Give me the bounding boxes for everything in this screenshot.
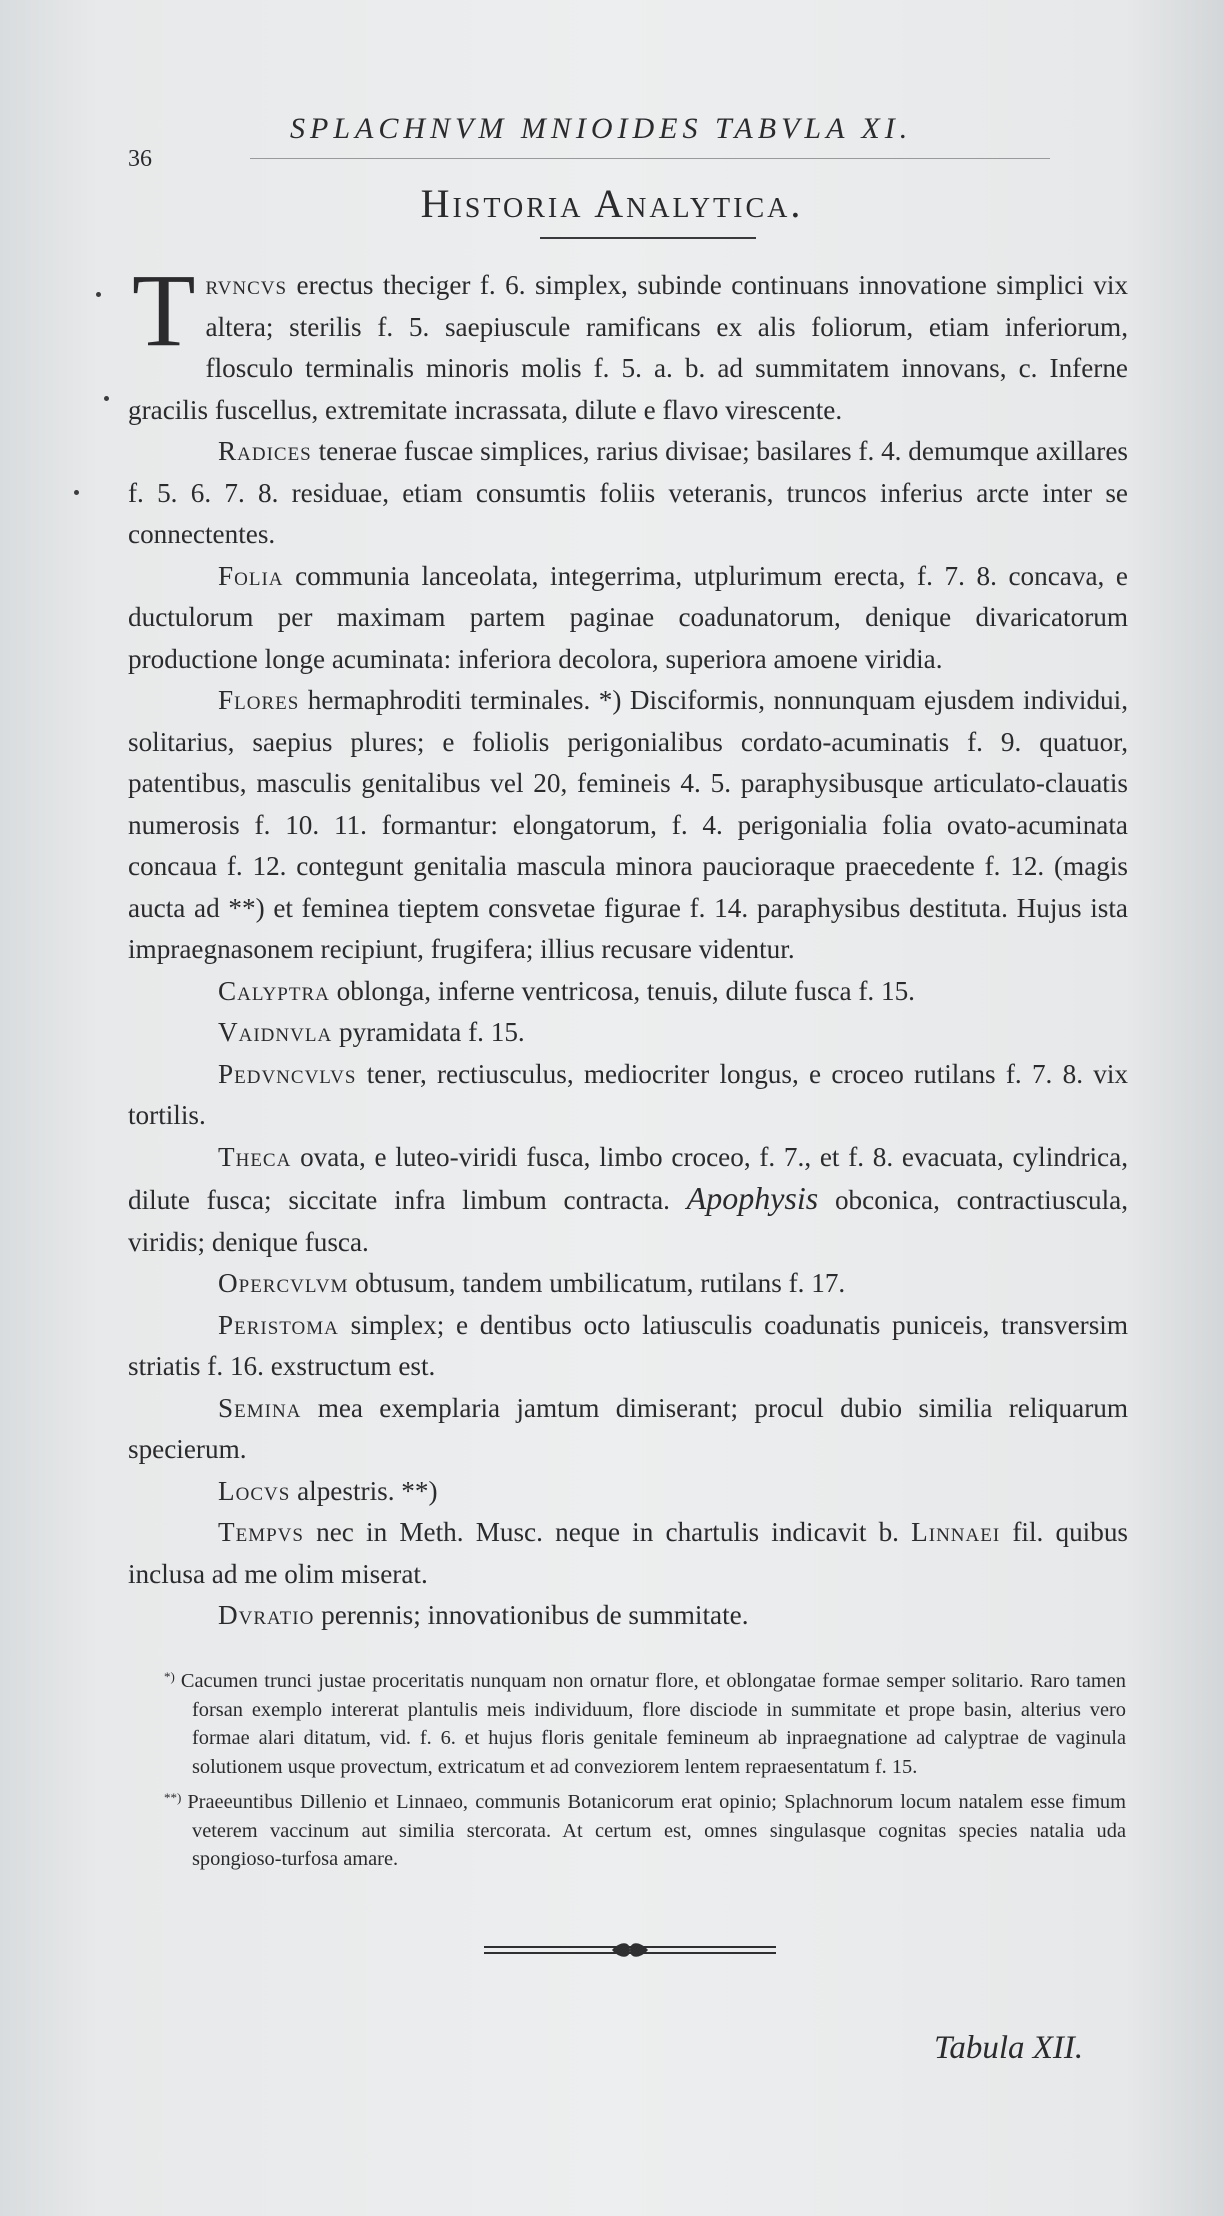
drop-cap: T <box>132 253 196 368</box>
text-radices: tenerae fuscae simplices, rarius divisae; basilares f. 4. demumque axillares f. 5. 6. 7. 8. residuae, etiam consumtis foliis veteranis, truncos inferius arcte inter se connectentes. <box>128 436 1128 549</box>
paragraph-tempus <box>128 1512 1128 1595</box>
paragraph-theca <box>128 1137 1128 1264</box>
footnote-text: Praeeuntibus Dillenio et Linnaeo, communis Botanicorum erat opinio; Splachnorum locum natalem esse fimum veterem vaccinum aut similia stercorata. At certum est, omnes singulasque cognitas species natalia uda spongioso-turfosa amare. <box>187 1791 1126 1870</box>
term-apophysis: Apophysis <box>686 1180 819 1216</box>
term-flores: Flores <box>218 685 300 715</box>
term-semina: Semina <box>218 1392 302 1423</box>
footnotes <box>164 1663 1126 1874</box>
paragraph-calyptra <box>128 971 1128 1013</box>
paragraph-truncus <box>128 253 1128 431</box>
text-theca: ovata, e luteo-viridi fusca, limbo croceo, f. 7., et f. 8. evacuata, cylindrica, dilute fusca; siccitate infra limbum contracta. <box>128 1141 1128 1215</box>
term-peristoma: Peristoma <box>218 1309 339 1340</box>
paragraph-flores <box>128 680 1128 971</box>
ink-speck <box>104 396 109 401</box>
paragraph-folia <box>128 556 1128 681</box>
footnote-text: Cacumen trunci justae proceritatis nunquam non ornatur flore, et oblongatae formae semper solitario. Raro tamen forsan exemplo intererat plantulis meis individuum, flore disciode in summitate et prope basin, alterius vero formae alari ditatum, vid. f. 6. et hujus floris genitale femineum ab inpraegnatione ad calyptrae de vaginula solutionem usque provectum, extricatum et ad conveziorem lentem repraesentatum f. 15. <box>180 1670 1126 1778</box>
term-folia: Folia <box>218 560 284 591</box>
paragraph-radices <box>128 431 1128 556</box>
footnote <box>164 1663 1126 1781</box>
text-locus: alpestris. **) <box>290 1475 438 1506</box>
paragraph-peristoma <box>128 1305 1128 1388</box>
term-calyptra: Calyptra <box>218 975 330 1006</box>
paragraph-semina <box>128 1388 1128 1471</box>
term-tempus: Tempvs <box>218 1517 304 1547</box>
term-truncus: rvncvs <box>205 270 288 300</box>
page-title: Historia Analytica. <box>420 181 804 226</box>
term-theca: Theca <box>218 1141 292 1172</box>
text-peristoma: simplex; e dentibus octo latiusculis coadunatis puniceis, transversim striatis f. 16. exstructum est. <box>128 1309 1128 1381</box>
name-linnaei: Linnaei <box>911 1517 1001 1547</box>
main-text <box>128 253 1128 1637</box>
title-rule <box>540 237 756 239</box>
term-locus: Locvs <box>218 1475 291 1506</box>
ink-speck <box>74 490 79 495</box>
text-tempus-tail: fil. quibus inclusa ad me olim miserat. <box>128 1517 1128 1589</box>
header-rule <box>250 158 1050 159</box>
page-number: 36 <box>128 146 152 172</box>
running-head: SPLACHNVM MNIOIDES TABVLA XI. <box>290 112 913 145</box>
text-tempus: nec in Meth. Musc. neque in chartulis indicavit b. <box>303 1517 912 1547</box>
term-pedunculus: Pedvncvlvs <box>218 1058 357 1089</box>
text-apophysis: obconica, contractiuscula, viridis; denique fusca. <box>128 1185 1128 1257</box>
footnote-mark: *) <box>164 1669 175 1684</box>
text-folia: communia lanceolata, integerrima, utplurimum erecta, f. 7. 8. concava, e ductulorum per maximam partem paginae coadunatorum, denique divaricatorum productione longe acuminata: inferiora decolora, superiora amoene viridia. <box>128 560 1128 674</box>
paragraph-operculum <box>128 1263 1128 1305</box>
term-vaginula: Vaidnvla <box>218 1017 333 1047</box>
text-truncus: erectus theciger f. 6. simplex, subinde continuans innovatione simplici vix altera; sterilis f. 5. saepiuscule ramificans ex alis foliorum, etiam inferiorum, flosculo terminalis minoris molis f. 5. a. b. ad summitatem innovans, c. Inferne gracilis fuscellus, extremitate incrassata, dilute e flavo virescente. <box>128 270 1128 425</box>
catchword: Tabula XII. <box>934 2030 1084 2066</box>
paragraph-vaginula <box>128 1012 1128 1054</box>
text-vaginula: pyramidata f. 15. <box>332 1017 525 1047</box>
paragraph-locus <box>128 1471 1128 1513</box>
text-pedunculus: tener, rectiusculus, mediocriter longus, e croceo rutilans f. 7. 8. vix tortilis. <box>128 1058 1128 1130</box>
text-operculum: obtusum, tandem umbilicatum, rutilans f. 17. <box>348 1268 846 1298</box>
paragraph-duratio <box>128 1595 1128 1637</box>
ink-speck <box>96 292 101 297</box>
term-duratio: Dvratio <box>218 1600 315 1630</box>
term-operculum: Opercvlvm <box>218 1268 349 1298</box>
text-flores: hermaphroditi terminales. *) Disciformis, nonnunquam ejusdem individui, solitarius, saepius plures; e foliolis perigonialibus cordato-acuminatis f. 9. quatuor, patentibus, masculis genitalibus vel 20, femineis 4. 5. paraphysibusque articulato-clauatis numerosis f. 10. 11. formantur: elongatorum, f. 4. perigonialia folia ovato-acuminata concaua f. 12. contegunt genitalia mascula minora paucioraque praecedente f. 12. (magis aucta ad **) et feminea tieptem consvetae figurae f. 14. paraphysibus destituta. Hujus ista impraegnasonem recipiunt, frugifera; illius recusare videntur. <box>128 685 1128 964</box>
footnote <box>164 1784 1126 1874</box>
ornament-rule-icon <box>480 1938 780 1962</box>
text-calyptra: oblonga, inferne ventricosa, tenuis, dilute fusca f. 15. <box>329 975 915 1006</box>
term-radices: Radices <box>218 436 312 466</box>
paragraph-pedunculus <box>128 1054 1128 1137</box>
text-duratio: perennis; innovationibus de summitate. <box>314 1600 749 1630</box>
footnote-mark: **) <box>164 1790 182 1805</box>
text-semina: mea exemplaria jamtum dimiserant; procul dubio similia reliquarum specierum. <box>128 1392 1128 1464</box>
